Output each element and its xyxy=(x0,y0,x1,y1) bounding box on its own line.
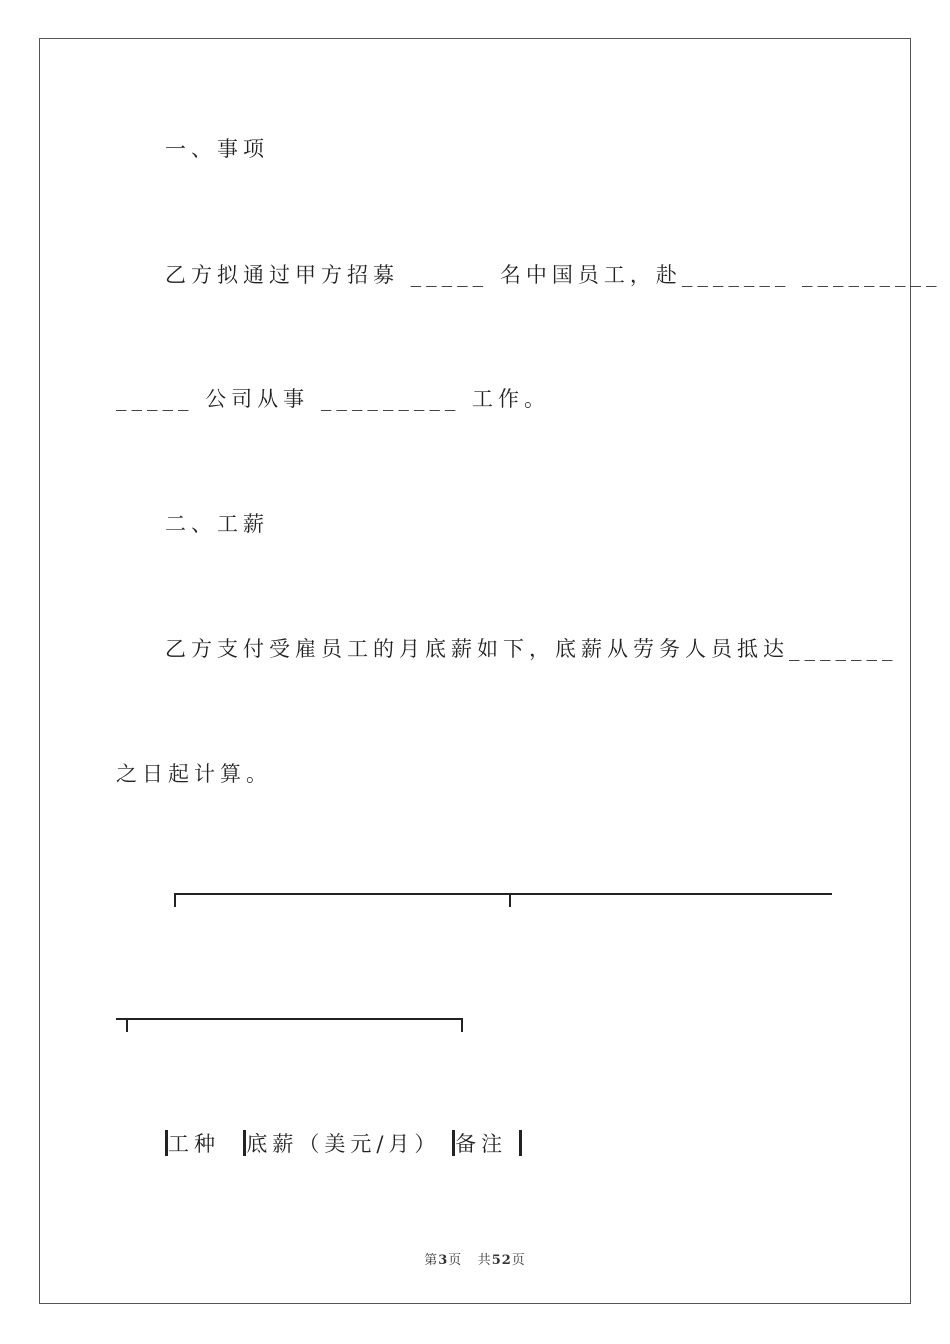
table-header-note: 备注 xyxy=(455,1132,508,1156)
page-border xyxy=(39,38,911,1304)
table-header-job: 工种 xyxy=(168,1132,220,1156)
footer-total-number: 52 xyxy=(491,1253,512,1268)
paragraph-salary-line2: 之日起计算。 xyxy=(116,762,272,786)
paragraph-recruitment-line1: 乙方拟通过甲方招募 _____ 名中国员工，赴_______ _________ xyxy=(165,263,942,287)
footer-page-prefix: 第 xyxy=(424,1253,439,1268)
section-heading-matters: 一、事项 xyxy=(165,137,269,161)
paragraph-salary-line1: 乙方支付受雇员工的月底薪如下，底薪从劳务人员抵达_______ xyxy=(165,637,898,661)
footer-total-suffix: 页 xyxy=(511,1253,526,1268)
footer-page-number: 3 xyxy=(438,1253,449,1268)
page-footer xyxy=(0,1249,950,1268)
section-heading-salary: 二、工薪 xyxy=(165,512,269,536)
paragraph-recruitment-line2: _____ 公司从事 _________ 工作。 xyxy=(116,387,551,411)
table-header-row xyxy=(165,1130,522,1158)
table-header-salary: 底薪（美元/月） xyxy=(246,1132,441,1156)
footer-page-suffix: 页 xyxy=(448,1253,463,1268)
footer-total-prefix: 共 xyxy=(477,1253,492,1268)
table-cell-divider xyxy=(519,1130,522,1156)
